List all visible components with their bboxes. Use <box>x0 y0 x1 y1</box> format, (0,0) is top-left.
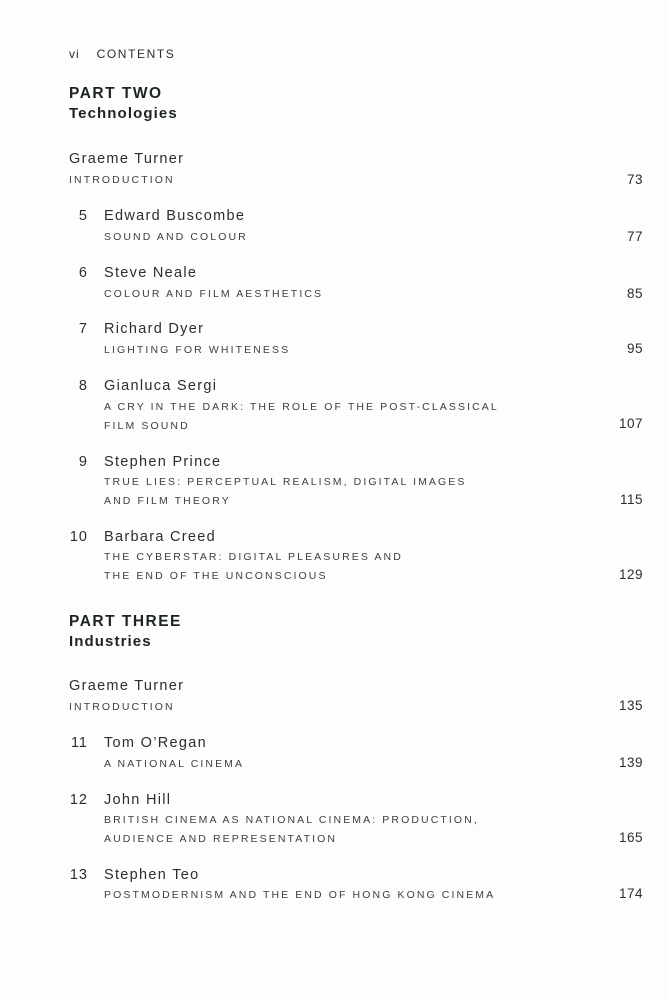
entry-page: 77 <box>626 229 643 244</box>
entry-author: Barbara Creed <box>104 529 217 545</box>
part-heading <box>69 84 178 124</box>
part-label: PART TWO <box>69 85 163 102</box>
entry-title-line: FILM SOUND <box>104 420 190 432</box>
part-title: Technologies <box>69 105 178 122</box>
chapter-number: 5 <box>78 208 88 224</box>
entry-author: Steve Neale <box>104 265 198 281</box>
entry-page: 135 <box>618 698 643 713</box>
chapter-number: 9 <box>78 454 88 470</box>
entry-author: Graeme Turner <box>69 151 185 167</box>
entry-author: Edward Buscombe <box>104 208 246 224</box>
entry-page: 115 <box>619 492 643 507</box>
entry-title-line: POSTMODERNISM AND THE END OF HONG KONG CINEMA <box>104 889 496 901</box>
part-title: Industries <box>69 633 152 650</box>
entry-author: Graeme Turner <box>69 678 185 694</box>
entry-page: 85 <box>626 286 643 301</box>
entry-title-line: INTRODUCTION <box>69 701 175 713</box>
chapter-number: 11 <box>70 735 88 751</box>
entry-author: Tom O’Regan <box>104 735 207 751</box>
part-heading <box>69 612 182 652</box>
entry-page: 107 <box>618 416 643 431</box>
page-number: vi <box>69 47 80 61</box>
entry-page: 139 <box>618 755 643 770</box>
entry-author: Stephen Teo <box>104 867 200 883</box>
running-head-title: CONTENTS <box>96 47 176 61</box>
entry-page: 129 <box>618 567 643 582</box>
chapter-number: 6 <box>78 265 88 281</box>
entry-page: 165 <box>618 830 643 845</box>
entry-title-line: THE CYBERSTAR: DIGITAL PLEASURES AND <box>104 551 403 563</box>
part-label: PART THREE <box>69 613 182 630</box>
entry-title-line: COLOUR AND FILM AESTHETICS <box>104 288 324 300</box>
chapter-number: 13 <box>69 867 88 883</box>
entry-page: 174 <box>618 886 643 901</box>
entry-page: 73 <box>626 172 643 187</box>
running-head <box>69 47 175 61</box>
entry-title-line: AND FILM THEORY <box>104 495 231 507</box>
entry-page: 95 <box>626 341 643 356</box>
entry-title-line: A CRY IN THE DARK: THE ROLE OF THE POST-CLASSICAL <box>104 401 499 413</box>
entry-author: Richard Dyer <box>104 321 205 337</box>
chapter-number: 10 <box>69 529 88 545</box>
entry-author: Stephen Prince <box>104 454 222 470</box>
chapter-number: 12 <box>69 792 88 808</box>
entry-title-line: A NATIONAL CINEMA <box>104 758 245 770</box>
entry-title-line: LIGHTING FOR WHITENESS <box>104 344 291 356</box>
entry-title-line: TRUE LIES: PERCEPTUAL REALISM, DIGITAL IMAGES <box>104 476 467 488</box>
entry-author: John Hill <box>104 792 172 808</box>
entry-title-line: BRITISH CINEMA AS NATIONAL CINEMA: PRODUCTION, <box>104 814 479 826</box>
entry-title-line: INTRODUCTION <box>69 174 175 186</box>
chapter-number: 8 <box>78 378 88 394</box>
entry-title-line: THE END OF THE UNCONSCIOUS <box>104 570 328 582</box>
entry-title-line: AUDIENCE AND REPRESENTATION <box>104 833 338 845</box>
chapter-number: 7 <box>78 321 88 337</box>
entry-title-line: SOUND AND COLOUR <box>104 231 248 243</box>
entry-author: Gianluca Sergi <box>104 378 218 394</box>
